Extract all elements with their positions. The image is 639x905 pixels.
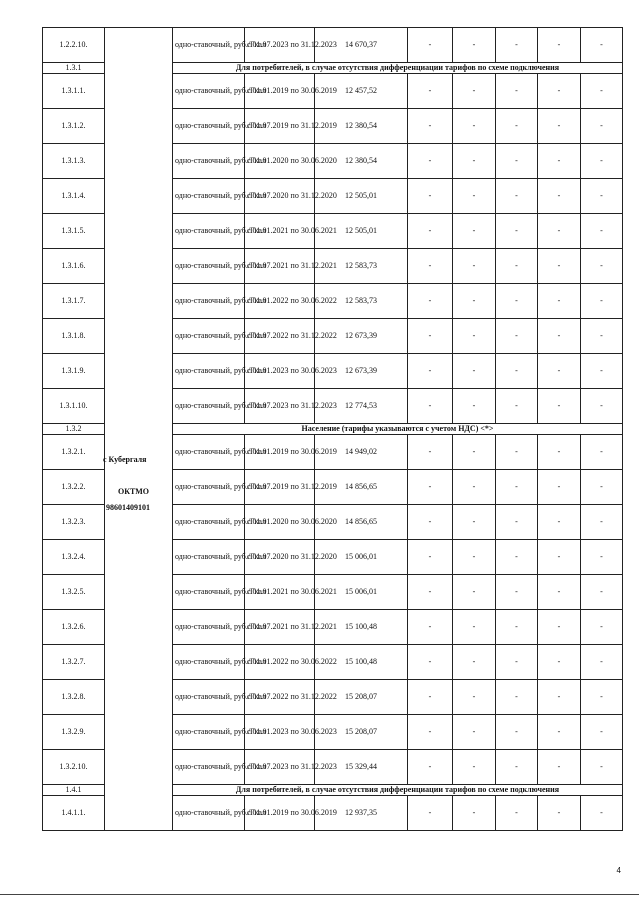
empty-value: - — [408, 470, 453, 505]
tariff-period: с 01.01.2022 по 30.06.2022 — [245, 645, 315, 680]
tariff-value: 12 380,54 — [315, 144, 408, 179]
empty-value: - — [538, 750, 581, 785]
empty-value: - — [538, 796, 581, 831]
empty-value: - — [581, 470, 623, 505]
tariff-unit: одно-ставочный, руб./Гкал — [173, 354, 245, 389]
org-cell — [105, 540, 173, 575]
org-cell — [105, 74, 173, 109]
empty-value: - — [581, 28, 623, 63]
empty-value: - — [581, 715, 623, 750]
row-number: 1.3.1.10. — [43, 389, 105, 424]
org-cell — [105, 109, 173, 144]
tariff-period: с 01.07.2023 по 31.12.2023 — [245, 750, 315, 785]
org-cell — [105, 750, 173, 785]
empty-value: - — [496, 645, 538, 680]
empty-value: - — [408, 540, 453, 575]
empty-value: - — [496, 715, 538, 750]
table-row — [43, 319, 623, 354]
row-number: 1.3.1.5. — [43, 214, 105, 249]
tariff-unit: одно-ставочный, руб./Гкал — [173, 319, 245, 354]
empty-value: - — [496, 796, 538, 831]
empty-value: - — [581, 354, 623, 389]
tariff-unit: одно-ставочный, руб./Гкал — [173, 144, 245, 179]
empty-value: - — [453, 28, 496, 63]
empty-value: - — [496, 505, 538, 540]
tariff-value: 15 006,01 — [315, 575, 408, 610]
empty-value: - — [538, 470, 581, 505]
tariff-unit: одно-ставочный, руб./Гкал — [173, 214, 245, 249]
empty-value: - — [496, 28, 538, 63]
empty-value: - — [408, 715, 453, 750]
table-row — [43, 645, 623, 680]
tariff-unit: одно-ставочный, руб./Гкал — [173, 680, 245, 715]
table-row — [43, 354, 623, 389]
row-number: 1.3.1.1. — [43, 74, 105, 109]
empty-value: - — [581, 435, 623, 470]
tariff-unit: одно-ставочный, руб./Гкал — [173, 74, 245, 109]
section-title: Для потребителей, в случае отсутствия дифференциации тарифов по схеме подключения — [173, 785, 623, 796]
row-number: 1.3.2.7. — [43, 645, 105, 680]
table-row — [43, 389, 623, 424]
table-row — [43, 435, 623, 470]
tariff-period: с 01.01.2021 по 30.06.2021 — [245, 214, 315, 249]
empty-value: - — [496, 354, 538, 389]
empty-value: - — [581, 249, 623, 284]
org-cell — [105, 424, 173, 435]
page-bottom-rule — [0, 894, 639, 895]
tariff-period: с 01.07.2022 по 31.12.2022 — [245, 680, 315, 715]
section-row — [43, 785, 623, 796]
table-row — [43, 680, 623, 715]
empty-value: - — [496, 179, 538, 214]
tariff-table — [42, 27, 623, 831]
tariff-value: 14 949,02 — [315, 435, 408, 470]
empty-value: - — [538, 505, 581, 540]
row-number: 1.3.2.4. — [43, 540, 105, 575]
empty-value: - — [453, 715, 496, 750]
empty-value: - — [453, 575, 496, 610]
empty-value: - — [453, 179, 496, 214]
tariff-value: 15 006,01 — [315, 540, 408, 575]
tariff-unit: одно-ставочный, руб./Гкал — [173, 645, 245, 680]
empty-value: - — [496, 540, 538, 575]
empty-value: - — [496, 470, 538, 505]
tariff-period: с 01.01.2020 по 30.06.2020 — [245, 505, 315, 540]
empty-value: - — [581, 74, 623, 109]
tariff-unit: одно-ставочный, руб./Гкал — [173, 389, 245, 424]
oktmo-label: ОКТМО — [118, 487, 150, 496]
table-row — [43, 610, 623, 645]
empty-value: - — [408, 109, 453, 144]
empty-value: - — [496, 249, 538, 284]
empty-value: - — [408, 354, 453, 389]
section-row — [43, 63, 623, 74]
tariff-unit: одно-ставочный, руб./Гкал — [173, 435, 245, 470]
tariff-period: с 01.07.2021 по 31.12.2021 — [245, 610, 315, 645]
org-cell — [105, 144, 173, 179]
empty-value: - — [581, 796, 623, 831]
org-cell — [105, 63, 173, 74]
org-cell — [105, 28, 173, 63]
tariff-value: 15 208,07 — [315, 715, 408, 750]
empty-value: - — [581, 284, 623, 319]
tariff-value: 12 505,01 — [315, 214, 408, 249]
empty-value: - — [496, 389, 538, 424]
empty-value: - — [453, 610, 496, 645]
org-name: с Кубергаля — [103, 455, 147, 464]
empty-value: - — [538, 109, 581, 144]
empty-value: - — [496, 610, 538, 645]
tariff-value: 15 329,44 — [315, 750, 408, 785]
org-cell — [105, 284, 173, 319]
row-number: 1.3.2.8. — [43, 680, 105, 715]
empty-value: - — [408, 680, 453, 715]
section-title: Для потребителей, в случае отсутствия дифференциации тарифов по схеме подключения — [173, 63, 623, 74]
empty-value: - — [538, 389, 581, 424]
empty-value: - — [538, 645, 581, 680]
empty-value: - — [453, 109, 496, 144]
empty-value: - — [496, 144, 538, 179]
tariff-period: с 01.07.2020 по 31.12.2020 — [245, 540, 315, 575]
tariff-value: 12 505,01 — [315, 179, 408, 214]
oktmo-value: 98601409101 — [106, 503, 150, 512]
row-number: 1.3.2.9. — [43, 715, 105, 750]
tariff-unit: одно-ставочный, руб./Гкал — [173, 610, 245, 645]
table-row — [43, 750, 623, 785]
empty-value: - — [538, 575, 581, 610]
section-title: Население (тарифы указываются с учетом НДС) <*> — [173, 424, 623, 435]
tariff-unit: одно-ставочный, руб./Гкал — [173, 249, 245, 284]
empty-value: - — [581, 319, 623, 354]
empty-value: - — [408, 74, 453, 109]
empty-value: - — [408, 144, 453, 179]
row-number: 1.3.2.5. — [43, 575, 105, 610]
tariff-unit: одно-ставочный, руб./Гкал — [173, 505, 245, 540]
empty-value: - — [408, 28, 453, 63]
empty-value: - — [453, 796, 496, 831]
org-cell — [105, 785, 173, 796]
empty-value: - — [453, 249, 496, 284]
empty-value: - — [581, 645, 623, 680]
tariff-unit: одно-ставочный, руб./Гкал — [173, 715, 245, 750]
table-row — [43, 214, 623, 249]
row-number: 1.3.1.9. — [43, 354, 105, 389]
org-cell — [105, 435, 173, 470]
table-row — [43, 715, 623, 750]
org-cell — [105, 796, 173, 831]
empty-value: - — [408, 796, 453, 831]
tariff-period: с 01.01.2019 по 30.06.2019 — [245, 435, 315, 470]
empty-value: - — [581, 750, 623, 785]
empty-value: - — [453, 74, 496, 109]
table-row — [43, 796, 623, 831]
empty-value: - — [453, 750, 496, 785]
row-number: 1.3.2.2. — [43, 470, 105, 505]
page-number: 4 — [616, 866, 621, 875]
empty-value: - — [408, 319, 453, 354]
row-number: 1.4.1.1. — [43, 796, 105, 831]
table-row — [43, 540, 623, 575]
tariff-unit: одно-ставочный, руб./Гкал — [173, 750, 245, 785]
tariff-value: 15 208,07 — [315, 680, 408, 715]
tariff-period: с 01.07.2021 по 31.12.2021 — [245, 249, 315, 284]
empty-value: - — [496, 750, 538, 785]
empty-value: - — [408, 610, 453, 645]
empty-value: - — [496, 319, 538, 354]
tariff-period: с 01.07.2023 по 31.12.2023 — [245, 389, 315, 424]
tariff-period: с 01.01.2021 по 30.06.2021 — [245, 575, 315, 610]
table-row — [43, 144, 623, 179]
section-row — [43, 424, 623, 435]
empty-value: - — [453, 540, 496, 575]
tariff-unit: одно-ставочный, руб./Гкал — [173, 575, 245, 610]
row-number: 1.4.1 — [43, 785, 105, 796]
empty-value: - — [408, 389, 453, 424]
org-cell — [105, 249, 173, 284]
table-row — [43, 179, 623, 214]
tariff-value: 14 856,65 — [315, 470, 408, 505]
row-number: 1.3.1 — [43, 63, 105, 74]
empty-value: - — [408, 435, 453, 470]
tariff-value: 12 673,39 — [315, 319, 408, 354]
empty-value: - — [581, 144, 623, 179]
empty-value: - — [408, 179, 453, 214]
empty-value: - — [581, 575, 623, 610]
tariff-value: 12 937,35 — [315, 796, 408, 831]
org-cell — [105, 715, 173, 750]
empty-value: - — [453, 680, 496, 715]
row-number: 1.3.2.3. — [43, 505, 105, 540]
tariff-period: с 01.07.2022 по 31.12.2022 — [245, 319, 315, 354]
empty-value: - — [581, 389, 623, 424]
org-cell — [105, 354, 173, 389]
empty-value: - — [496, 284, 538, 319]
empty-value: - — [496, 109, 538, 144]
table-row — [43, 284, 623, 319]
row-number: 1.3.1.2. — [43, 109, 105, 144]
empty-value: - — [538, 435, 581, 470]
empty-value: - — [453, 319, 496, 354]
empty-value: - — [496, 435, 538, 470]
table-row — [43, 249, 623, 284]
empty-value: - — [538, 680, 581, 715]
empty-value: - — [453, 354, 496, 389]
empty-value: - — [453, 214, 496, 249]
empty-value: - — [581, 505, 623, 540]
tariff-unit: одно-ставочный, руб./Гкал — [173, 470, 245, 505]
row-number: 1.3.1.6. — [43, 249, 105, 284]
org-cell — [105, 179, 173, 214]
empty-value: - — [408, 284, 453, 319]
row-number: 1.3.1.3. — [43, 144, 105, 179]
row-number: 1.3.2.1. — [43, 435, 105, 470]
tariff-value: 12 380,54 — [315, 109, 408, 144]
empty-value: - — [496, 575, 538, 610]
empty-value: - — [581, 680, 623, 715]
org-cell — [105, 610, 173, 645]
tariff-unit: одно-ставочный, руб./Гкал — [173, 179, 245, 214]
empty-value: - — [453, 284, 496, 319]
empty-value: - — [538, 28, 581, 63]
tariff-period: с 01.01.2023 по 30.06.2023 — [245, 354, 315, 389]
tariff-period: с 01.01.2022 по 30.06.2022 — [245, 284, 315, 319]
tariff-period: с 01.07.2019 по 31.12.2019 — [245, 470, 315, 505]
empty-value: - — [408, 645, 453, 680]
empty-value: - — [581, 540, 623, 575]
empty-value: - — [453, 389, 496, 424]
empty-value: - — [581, 179, 623, 214]
tariff-value: 15 100,48 — [315, 610, 408, 645]
tariff-period: с 01.01.2019 по 30.06.2019 — [245, 74, 315, 109]
row-number: 1.3.2.6. — [43, 610, 105, 645]
tariff-period: с 01.07.2020 по 31.12.2020 — [245, 179, 315, 214]
tariff-unit: одно-ставочный, руб./Гкал — [173, 109, 245, 144]
tariff-value: 12 457,52 — [315, 74, 408, 109]
row-number: 1.3.2 — [43, 424, 105, 435]
empty-value: - — [453, 645, 496, 680]
empty-value: - — [538, 354, 581, 389]
empty-value: - — [496, 214, 538, 249]
empty-value: - — [538, 540, 581, 575]
org-cell — [105, 575, 173, 610]
tariff-value: 14 856,65 — [315, 505, 408, 540]
empty-value: - — [538, 715, 581, 750]
tariff-table-body — [43, 28, 623, 831]
empty-value: - — [453, 505, 496, 540]
empty-value: - — [581, 109, 623, 144]
empty-value: - — [538, 319, 581, 354]
empty-value: - — [453, 470, 496, 505]
tariff-value: 12 583,73 — [315, 249, 408, 284]
tariff-period: с 01.01.2023 по 30.06.2023 — [245, 715, 315, 750]
org-cell — [105, 680, 173, 715]
row-number: 1.3.1.4. — [43, 179, 105, 214]
row-number: 1.3.1.7. — [43, 284, 105, 319]
tariff-unit: одно-ставочный, руб./Гкал — [173, 796, 245, 831]
tariff-unit: одно-ставочный, руб./Гкал — [173, 284, 245, 319]
tariff-unit: одно-ставочный, руб./Гкал — [173, 28, 245, 63]
empty-value: - — [408, 249, 453, 284]
tariff-period: с 01.07.2023 по 31.12.2023 — [245, 28, 315, 63]
empty-value: - — [408, 505, 453, 540]
table-row — [43, 575, 623, 610]
tariff-period: с 01.07.2019 по 31.12.2019 — [245, 109, 315, 144]
org-cell — [105, 389, 173, 424]
row-number: 1.2.2.10. — [43, 28, 105, 63]
table-row — [43, 28, 623, 63]
org-cell — [105, 214, 173, 249]
tariff-unit: одно-ставочный, руб./Гкал — [173, 540, 245, 575]
empty-value: - — [538, 179, 581, 214]
tariff-value: 15 100,48 — [315, 645, 408, 680]
empty-value: - — [496, 74, 538, 109]
tariff-period: с 01.01.2019 по 30.06.2019 — [245, 796, 315, 831]
tariff-period: с 01.01.2020 по 30.06.2020 — [245, 144, 315, 179]
empty-value: - — [538, 74, 581, 109]
empty-value: - — [453, 144, 496, 179]
row-number: 1.3.2.10. — [43, 750, 105, 785]
tariff-value: 14 670,37 — [315, 28, 408, 63]
empty-value: - — [581, 610, 623, 645]
row-number: 1.3.1.8. — [43, 319, 105, 354]
org-cell — [105, 645, 173, 680]
empty-value: - — [538, 214, 581, 249]
org-cell — [105, 319, 173, 354]
tariff-value: 12 583,73 — [315, 284, 408, 319]
empty-value: - — [538, 284, 581, 319]
table-row — [43, 74, 623, 109]
empty-value: - — [408, 575, 453, 610]
empty-value: - — [408, 750, 453, 785]
empty-value: - — [453, 435, 496, 470]
empty-value: - — [408, 214, 453, 249]
empty-value: - — [496, 680, 538, 715]
empty-value: - — [538, 610, 581, 645]
empty-value: - — [538, 144, 581, 179]
tariff-value: 12 774,53 — [315, 389, 408, 424]
table-row — [43, 109, 623, 144]
empty-value: - — [581, 214, 623, 249]
tariff-value: 12 673,39 — [315, 354, 408, 389]
empty-value: - — [538, 249, 581, 284]
